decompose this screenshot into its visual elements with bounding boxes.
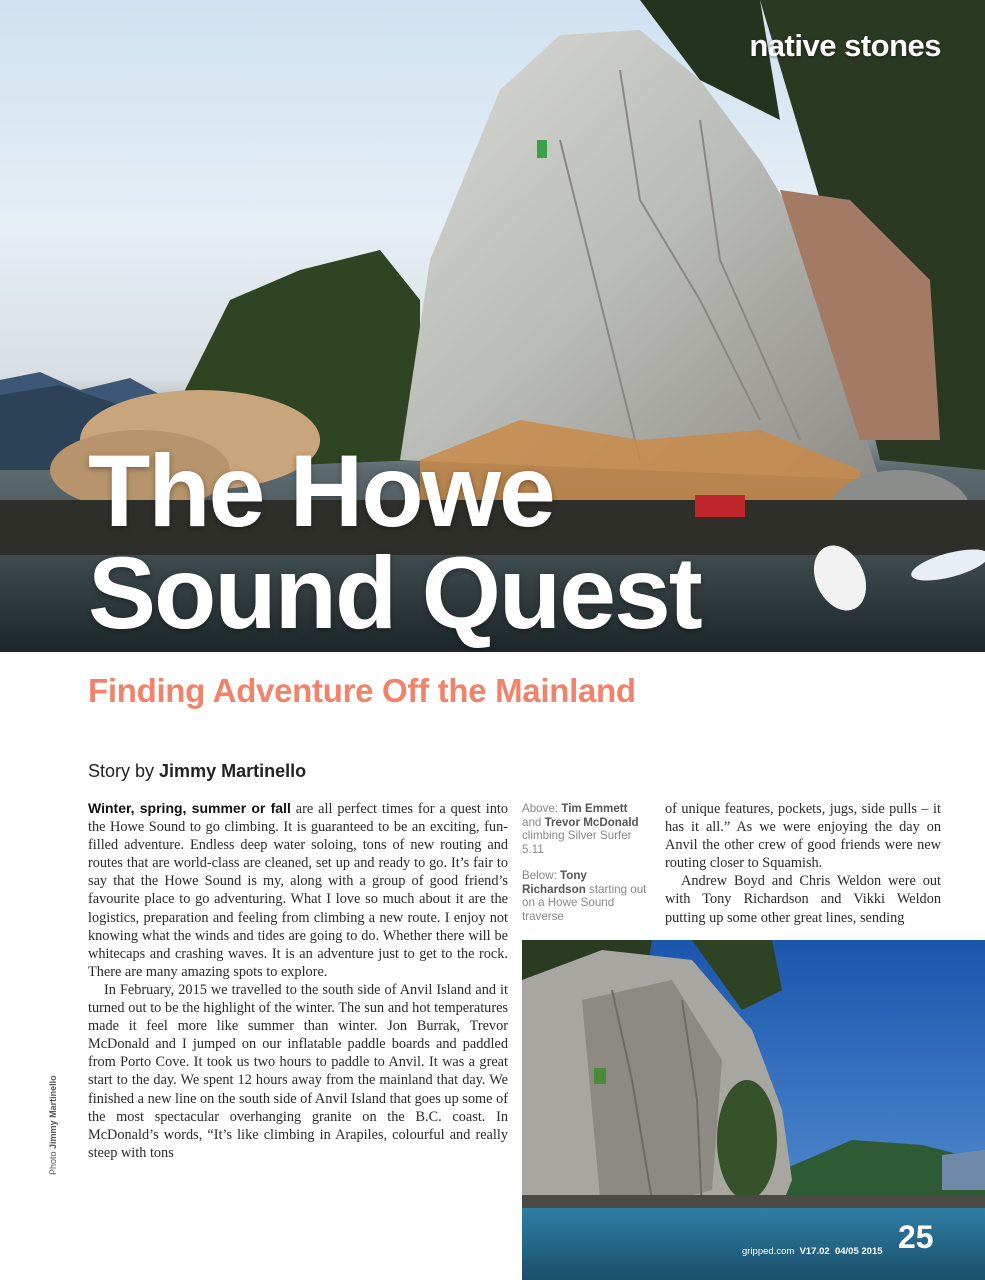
- caption-joiner: and: [522, 815, 542, 829]
- body-paragraph-1-text: are all perfect times for a quest into the Howe Sound to go climbing. It is guaranteed to be an exciting, fun-filled adventure. Endless deep water soloing, tons of new routing and routes that are world-class are cleaned, set up and ready to go. It’s fair to say that the Howe Sound is my, along with a group of good friend’s favourite place to go adventuring. What I love so much about it are the logistics, preparation and feeling from climbing a new route. I enjoy not knowing what the winds and tides are going to do. Whether there will be whitecaps and crashing waves. It is an adventure just to get to the rock. There are many amazing spots to explore.: [88, 801, 508, 980]
- body-paragraph-3: of unique features, pockets, jugs, side pulls – it has it all.” As we were enjoying the day on Anvil the other crew of good friends were new routing closer to Squamish.: [665, 801, 941, 872]
- folio-volume: V17.02: [799, 1246, 830, 1257]
- article-title: [88, 434, 701, 650]
- photo-credit-prefix: Photo: [48, 1151, 58, 1175]
- body-paragraph-4: Andrew Boyd and Chris Weldon were out with Tony Richardson and Vikki Weldon putting up some other great lines, sending: [665, 873, 941, 926]
- body-paragraph-2: In February, 2015 we travelled to the south side of Anvil Island and it turned out to be the highlight of the winter. The sun and hot temperatures made it feel more like summer than winter. Jon Burrak, Trevor McDonald and I jumped on our inflatable paddle boards and paddled from Porto Cove. It took us two hours to paddle to Anvil. It was a great start to the day. We spent 12 hours away from the mainland that day. We finished a new line on the south side of Anvil Island that goes up some of the most spectacular overhanging granite on the B.C. coast. In McDonald’s words, “It’s like climbing in Arapiles, colourful and really steep with tons: [88, 981, 508, 1161]
- folio: [742, 1246, 883, 1257]
- section-tag: native stones: [749, 28, 941, 63]
- folio-issue: 04/05 2015: [834, 1246, 883, 1257]
- caption-label: Below:: [522, 869, 557, 882]
- lead-in: Winter, spring, summer or fall: [88, 800, 291, 816]
- caption-name: Tony Richardson: [522, 869, 587, 896]
- caption-text: climbing Silver Surfer 5.11: [522, 829, 632, 856]
- title-line-2: Sound Quest: [88, 536, 701, 650]
- body-column-1: [88, 799, 508, 1162]
- article-subtitle: Finding Adventure Off the Mainland: [88, 672, 636, 709]
- byline: [88, 761, 306, 782]
- caption-name: Trevor McDonald: [544, 815, 639, 829]
- caption-label: Above:: [522, 802, 559, 815]
- body-column-2: [665, 800, 941, 927]
- photo-credit: [48, 1075, 58, 1175]
- byline-prefix: Story by: [88, 761, 155, 781]
- photo-caption-above: [522, 802, 650, 856]
- photo-caption-below: [522, 869, 650, 923]
- caption-text: starting out on a Howe Sound traverse: [522, 882, 647, 923]
- folio-site: gripped.com: [742, 1246, 795, 1257]
- page-number: 25: [898, 1219, 934, 1255]
- body-paragraph-1: [88, 799, 508, 981]
- byline-author: Jimmy Martinello: [159, 761, 307, 781]
- title-line-1: The Howe: [88, 434, 554, 548]
- photo-credit-name: Jimmy Martinello: [48, 1075, 58, 1149]
- caption-name: Tim Emmett: [561, 802, 628, 815]
